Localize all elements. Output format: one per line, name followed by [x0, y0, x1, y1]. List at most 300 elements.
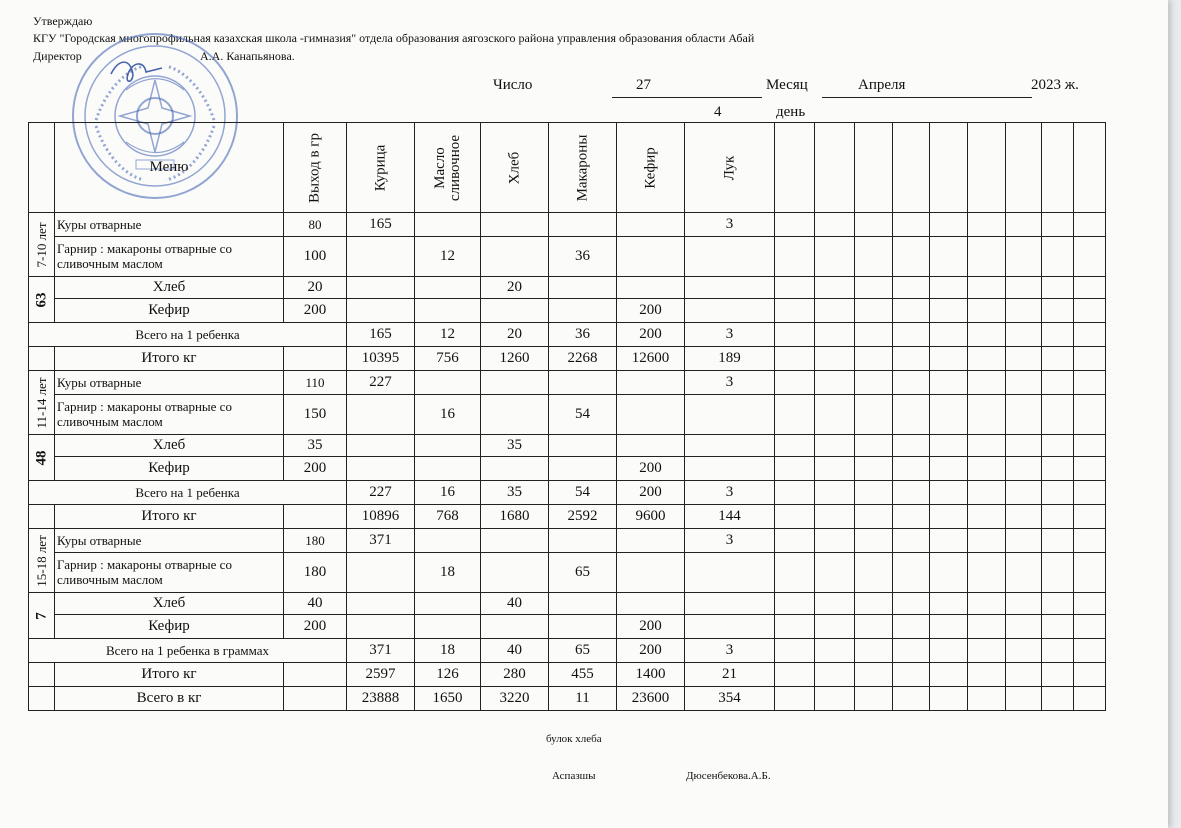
empty-cell	[930, 481, 968, 505]
butter-total: 12	[415, 323, 481, 347]
menu-row	[29, 457, 1106, 481]
empty-cell	[893, 237, 930, 277]
age-group-cell	[29, 213, 55, 277]
pasta-kg: 2592	[549, 505, 617, 529]
butter-kg: 126	[415, 663, 481, 687]
empty-cell	[815, 593, 855, 615]
empty-cell	[1074, 213, 1106, 237]
butter-kg: 756	[415, 347, 481, 371]
kg-total-label: Итого кг	[55, 347, 284, 371]
pasta-value	[549, 435, 617, 457]
director-name: А.А. Канапьянова.	[200, 49, 295, 63]
output-grams: 150	[284, 395, 347, 435]
empty-cell	[1042, 615, 1074, 639]
number-label: Число	[493, 77, 533, 93]
day-label: день	[776, 104, 806, 120]
dish-name: Куры отварные	[55, 213, 284, 237]
column-kefir	[617, 123, 685, 213]
empty-cell	[775, 505, 815, 529]
age-group-label: 11-14 лет	[33, 376, 49, 429]
empty-cell	[815, 371, 855, 395]
empty-cell	[893, 481, 930, 505]
empty-cell	[968, 371, 1006, 395]
kefir-value	[617, 277, 685, 299]
empty-cell	[1006, 299, 1042, 323]
kefir-value: 200	[617, 615, 685, 639]
bread-grand: 3220	[481, 687, 549, 711]
menu-row	[29, 371, 1106, 395]
chicken-value	[347, 435, 415, 457]
empty-cell	[815, 213, 855, 237]
empty-cell	[1042, 299, 1074, 323]
pasta-value	[549, 213, 617, 237]
empty-cell	[930, 615, 968, 639]
output-grams: 180	[284, 553, 347, 593]
empty-cell	[1042, 639, 1074, 663]
empty-cell	[930, 277, 968, 299]
chicken-value	[347, 593, 415, 615]
empty-cell	[930, 457, 968, 481]
empty-cell	[855, 371, 893, 395]
column-kefir-label: Кефир	[642, 146, 658, 189]
empty-cell	[1074, 395, 1106, 435]
empty-cell	[1006, 481, 1042, 505]
per-child-total-row	[29, 639, 1106, 663]
empty-cell	[1074, 553, 1106, 593]
empty-cell	[1074, 371, 1106, 395]
kg-total-label: Итого кг	[55, 505, 284, 529]
empty-cell	[1006, 553, 1042, 593]
empty-cell	[1074, 457, 1106, 481]
empty-cell	[1042, 323, 1074, 347]
butter-value	[415, 615, 481, 639]
butter-value: 16	[415, 395, 481, 435]
empty-cell	[815, 505, 855, 529]
butter-value	[415, 213, 481, 237]
chicken-value	[347, 615, 415, 639]
empty-cell	[1006, 687, 1042, 711]
age-group-cell	[29, 371, 55, 435]
empty-cell	[930, 553, 968, 593]
empty-cell	[775, 435, 815, 457]
pasta-kg: 2268	[549, 347, 617, 371]
kefir-total: 200	[617, 323, 685, 347]
empty-cell	[1042, 277, 1074, 299]
empty-column	[1042, 123, 1074, 213]
empty-cell	[893, 277, 930, 299]
empty-column	[775, 123, 815, 213]
empty-cell	[775, 481, 815, 505]
butter-value	[415, 457, 481, 481]
approve-label: Утверждаю	[33, 14, 93, 28]
empty-cell	[815, 481, 855, 505]
empty-cell	[855, 481, 893, 505]
empty-cell	[968, 639, 1006, 663]
bread-kg: 1680	[481, 505, 549, 529]
empty-cell	[930, 435, 968, 457]
empty-cell	[775, 593, 815, 615]
butter-value	[415, 593, 481, 615]
pasta-value	[549, 457, 617, 481]
empty-cell	[284, 687, 347, 711]
number-underline	[612, 97, 762, 98]
output-grams: 180	[284, 529, 347, 553]
pasta-value	[549, 615, 617, 639]
empty-column	[968, 123, 1006, 213]
menu-table	[28, 122, 1106, 711]
empty-cell	[855, 395, 893, 435]
per-child-total-label: Всего на 1 ребенка	[29, 481, 347, 505]
empty-cell	[29, 687, 55, 711]
empty-cell	[1006, 529, 1042, 553]
dish-name: Гарнир : макароны отварные со сливочным маслом	[55, 237, 284, 277]
bread-value	[481, 615, 549, 639]
empty-cell	[855, 639, 893, 663]
empty-cell	[968, 237, 1006, 277]
chicken-value	[347, 395, 415, 435]
pasta-kg: 455	[549, 663, 617, 687]
chicken-value	[347, 299, 415, 323]
column-output	[284, 123, 347, 213]
bread-loaves-note: булок хлеба	[546, 733, 602, 745]
onion-value	[685, 237, 775, 277]
bread-total: 35	[481, 481, 549, 505]
empty-cell	[815, 435, 855, 457]
empty-cell	[893, 505, 930, 529]
kefir-value: 200	[617, 457, 685, 481]
onion-value: 3	[685, 213, 775, 237]
kefir-grand: 23600	[617, 687, 685, 711]
empty-cell	[1074, 435, 1106, 457]
empty-cell	[855, 323, 893, 347]
kefir-value	[617, 593, 685, 615]
output-grams: 100	[284, 237, 347, 277]
kefir-value	[617, 213, 685, 237]
empty-cell	[1006, 457, 1042, 481]
onion-value	[685, 277, 775, 299]
empty-cell	[968, 481, 1006, 505]
kefir-kg: 12600	[617, 347, 685, 371]
kefir-kg: 1400	[617, 663, 685, 687]
empty-cell	[775, 277, 815, 299]
month-label: Месяц	[766, 77, 808, 93]
onion-value	[685, 435, 775, 457]
empty-cell	[968, 299, 1006, 323]
pasta-total: 65	[549, 639, 617, 663]
onion-value	[685, 457, 775, 481]
empty-cell	[968, 593, 1006, 615]
bread-value	[481, 395, 549, 435]
chicken-kg: 2597	[347, 663, 415, 687]
chicken-total: 371	[347, 639, 415, 663]
onion-value: 3	[685, 371, 775, 395]
empty-cell	[815, 277, 855, 299]
empty-cell	[775, 395, 815, 435]
output-grams: 40	[284, 593, 347, 615]
empty-cell	[815, 687, 855, 711]
bread-kg: 280	[481, 663, 549, 687]
onion-value	[685, 553, 775, 593]
chicken-value: 165	[347, 213, 415, 237]
group-kg-total-row	[29, 347, 1106, 371]
empty-cell	[29, 347, 55, 371]
menu-row	[29, 615, 1106, 639]
group-kg-total-row	[29, 505, 1106, 529]
empty-cell	[815, 395, 855, 435]
chicken-value	[347, 553, 415, 593]
empty-cell	[775, 237, 815, 277]
empty-cell	[893, 347, 930, 371]
onion-kg: 21	[685, 663, 775, 687]
empty-cell	[1074, 505, 1106, 529]
empty-cell	[815, 639, 855, 663]
output-grams: 35	[284, 435, 347, 457]
butter-value: 18	[415, 553, 481, 593]
empty-cell	[968, 323, 1006, 347]
month-underline	[822, 97, 1032, 98]
column-onion-label: Лук	[721, 155, 737, 180]
chicken-kg: 10395	[347, 347, 415, 371]
output-grams: 200	[284, 615, 347, 639]
cook-label: Аспазшы	[552, 770, 596, 782]
empty-cell	[930, 323, 968, 347]
header-blank-cell	[29, 123, 55, 213]
column-butter-label: Масло сливочное	[431, 134, 463, 201]
empty-cell	[1006, 395, 1042, 435]
onion-kg: 144	[685, 505, 775, 529]
menu-row	[29, 593, 1106, 615]
onion-total: 3	[685, 481, 775, 505]
chicken-value	[347, 237, 415, 277]
kefir-value	[617, 553, 685, 593]
empty-column	[930, 123, 968, 213]
empty-cell	[893, 395, 930, 435]
output-grams: 80	[284, 213, 347, 237]
empty-cell	[930, 663, 968, 687]
pasta-grand: 11	[549, 687, 617, 711]
empty-cell	[1042, 237, 1074, 277]
age-group-label: 15-18 лет	[33, 534, 49, 587]
bread-total: 20	[481, 323, 549, 347]
column-bread-label: Хлеб	[506, 151, 522, 184]
empty-cell	[815, 663, 855, 687]
column-output-label: Выход в гр	[306, 132, 323, 203]
empty-cell	[1042, 529, 1074, 553]
number-value: 27	[636, 77, 651, 93]
empty-cell	[775, 615, 815, 639]
empty-cell	[1006, 663, 1042, 687]
column-pasta	[549, 123, 617, 213]
menu-row	[29, 435, 1106, 457]
onion-grand: 354	[685, 687, 775, 711]
empty-cell	[1006, 639, 1042, 663]
empty-cell	[968, 529, 1006, 553]
empty-cell	[284, 347, 347, 371]
empty-cell	[893, 663, 930, 687]
empty-cell	[855, 593, 893, 615]
menu-row	[29, 213, 1106, 237]
bread-value: 20	[481, 277, 549, 299]
empty-cell	[1074, 237, 1106, 277]
onion-value	[685, 395, 775, 435]
empty-cell	[815, 529, 855, 553]
pasta-value	[549, 371, 617, 395]
empty-cell	[893, 213, 930, 237]
empty-cell	[968, 277, 1006, 299]
year-value: 2023 ж.	[1031, 77, 1079, 93]
empty-cell	[855, 213, 893, 237]
empty-cell	[855, 529, 893, 553]
empty-cell	[775, 323, 815, 347]
children-count: 63	[33, 292, 49, 307]
empty-cell	[855, 553, 893, 593]
empty-cell	[855, 237, 893, 277]
butter-value	[415, 435, 481, 457]
bread-total: 40	[481, 639, 549, 663]
empty-cell	[893, 553, 930, 593]
empty-cell	[1006, 237, 1042, 277]
cook-name: Дюсенбекова.А.Б.	[686, 770, 771, 782]
butter-value	[415, 529, 481, 553]
empty-cell	[1006, 593, 1042, 615]
empty-cell	[930, 529, 968, 553]
onion-total: 3	[685, 639, 775, 663]
empty-cell	[1074, 593, 1106, 615]
empty-cell	[1074, 639, 1106, 663]
empty-cell	[284, 505, 347, 529]
empty-cell	[968, 553, 1006, 593]
dish-name: Кефир	[55, 457, 284, 481]
empty-cell	[893, 299, 930, 323]
empty-cell	[1006, 277, 1042, 299]
empty-cell	[775, 457, 815, 481]
dish-name: Хлеб	[55, 277, 284, 299]
bread-value	[481, 299, 549, 323]
day-number: 4	[714, 104, 722, 120]
butter-total: 18	[415, 639, 481, 663]
empty-cell	[775, 299, 815, 323]
menu-row	[29, 553, 1106, 593]
per-child-total-label: Всего на 1 ребенка в граммах	[29, 639, 347, 663]
column-onion	[685, 123, 775, 213]
empty-cell	[930, 687, 968, 711]
chicken-value: 371	[347, 529, 415, 553]
empty-cell	[930, 639, 968, 663]
output-grams: 110	[284, 371, 347, 395]
empty-cell	[930, 505, 968, 529]
column-butter	[415, 123, 481, 213]
empty-cell	[893, 529, 930, 553]
empty-cell	[930, 395, 968, 435]
pasta-total: 54	[549, 481, 617, 505]
kefir-value: 200	[617, 299, 685, 323]
menu-row	[29, 277, 1106, 299]
empty-cell	[855, 615, 893, 639]
empty-cell	[930, 237, 968, 277]
dish-name: Хлеб	[55, 435, 284, 457]
chicken-value: 227	[347, 371, 415, 395]
empty-cell	[1042, 481, 1074, 505]
chicken-total: 227	[347, 481, 415, 505]
empty-cell	[1074, 299, 1106, 323]
column-menu	[55, 123, 284, 213]
empty-cell	[775, 371, 815, 395]
bread-kg: 1260	[481, 347, 549, 371]
empty-cell	[1042, 347, 1074, 371]
bread-value	[481, 553, 549, 593]
output-grams: 20	[284, 277, 347, 299]
butter-value: 12	[415, 237, 481, 277]
organization-name: КГУ "Городская многопрофильная казахская школа -гимназия" отдела образования аягозского района управления образования области Абай	[33, 31, 755, 45]
onion-value: 3	[685, 529, 775, 553]
onion-value	[685, 615, 775, 639]
butter-kg: 768	[415, 505, 481, 529]
empty-cell	[968, 395, 1006, 435]
kefir-value	[617, 395, 685, 435]
bread-value	[481, 371, 549, 395]
empty-cell	[1042, 395, 1074, 435]
header-row	[29, 123, 1106, 213]
output-grams: 200	[284, 457, 347, 481]
butter-value	[415, 299, 481, 323]
empty-cell	[1074, 529, 1106, 553]
empty-cell	[1006, 347, 1042, 371]
pasta-value	[549, 299, 617, 323]
empty-cell	[1006, 505, 1042, 529]
output-grams: 200	[284, 299, 347, 323]
empty-cell	[1042, 213, 1074, 237]
empty-cell	[968, 505, 1006, 529]
age-group-cell	[29, 529, 55, 593]
butter-grand: 1650	[415, 687, 481, 711]
column-chicken-label: Курица	[372, 144, 388, 191]
per-child-total-label: Всего на 1 ребенка	[29, 323, 347, 347]
dish-name: Куры отварные	[55, 529, 284, 553]
kefir-value	[617, 435, 685, 457]
empty-cell	[1042, 435, 1074, 457]
empty-cell	[1074, 481, 1106, 505]
dish-name: Гарнир : макароны отварные со сливочным маслом	[55, 395, 284, 435]
onion-value	[685, 299, 775, 323]
chicken-kg: 10896	[347, 505, 415, 529]
empty-cell	[1006, 615, 1042, 639]
dish-name: Кефир	[55, 615, 284, 639]
empty-cell	[968, 687, 1006, 711]
column-pasta-label: Макароны	[574, 134, 590, 201]
empty-cell	[893, 371, 930, 395]
empty-cell	[1074, 687, 1106, 711]
empty-cell	[968, 457, 1006, 481]
director-label: Директор	[33, 49, 82, 63]
butter-value	[415, 277, 481, 299]
empty-cell	[855, 299, 893, 323]
empty-cell	[775, 663, 815, 687]
empty-cell	[930, 347, 968, 371]
butter-total: 16	[415, 481, 481, 505]
empty-cell	[1074, 615, 1106, 639]
empty-column	[1074, 123, 1106, 213]
pasta-value	[549, 593, 617, 615]
kg-total-label: Итого кг	[55, 663, 284, 687]
children-count: 7	[33, 611, 49, 620]
empty-cell	[1042, 457, 1074, 481]
dish-name: Куры отварные	[55, 371, 284, 395]
children-count-cell	[29, 593, 55, 639]
onion-kg: 189	[685, 347, 775, 371]
empty-cell	[815, 323, 855, 347]
empty-cell	[1074, 323, 1106, 347]
empty-cell	[1042, 371, 1074, 395]
